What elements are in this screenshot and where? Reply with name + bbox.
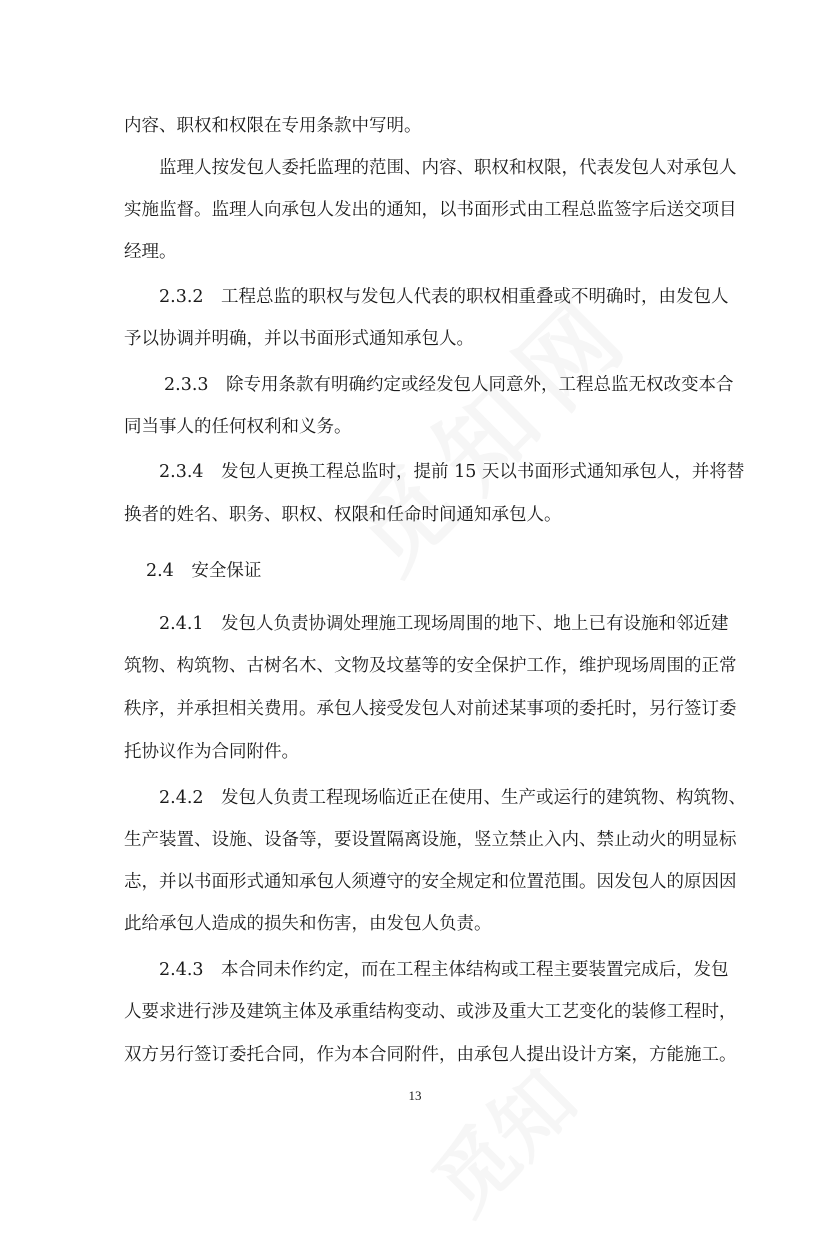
text-line: 筑物、构筑物、古树名木、文物及坟墓等的安全保护工作，维护现场周围的正常 (124, 656, 737, 676)
text-line: 2.4.3 本合同未作约定，而在工程主体结构或工程主要装置完成后，发包 (159, 960, 729, 980)
text-line: 予以协调并明确，并以书面形式通知承包人。 (124, 329, 474, 349)
text-line: 秩序，并承担相关费用。承包人接受发包人对前述某事项的委托时，另行签订委 (124, 699, 737, 719)
text-line: 监理人按发包人委托监理的范围、内容、职权和权限，代表发包人对承包人 (159, 158, 737, 178)
section-heading: 2.4 安全保证 (146, 561, 262, 581)
text-line: 经理。 (124, 242, 177, 262)
watermark (318, 218, 742, 642)
watermark-bottom (403, 1040, 597, 1234)
text-line: 2.3.2 工程总监的职权与发包人代表的职权相重叠或不明确时，由发包人 (159, 287, 729, 307)
text-line: 志，并以书面形式通知承包人须遵守的安全规定和位置范围。因发包人的原因因 (124, 872, 737, 892)
text-line: 换者的姓名、职务、职权、权限和任命时间通知承包人。 (124, 505, 562, 525)
text-line: 同当事人的任何权利和义务。 (124, 417, 352, 437)
text-line: 实施监督。监理人向承包人发出的通知，以书面形式由工程总监签字后送交项目 (124, 200, 737, 220)
text-line: 人要求进行涉及建筑主体及承重结构变动、或涉及重大工艺变化的装修工程时， (124, 1002, 737, 1022)
text-line: 2.4.2 发包人负责工程现场临近正在使用、生产或运行的建筑物、构筑物、 (159, 788, 747, 808)
page-number: 13 (408, 1088, 422, 1103)
text-line: 2.3.4 发包人更换工程总监时，提前 15 天以书面形式通知承包人，并将替 (159, 462, 745, 482)
text-line: 此给承包人造成的损失和伤害，由发包人负责。 (124, 914, 492, 934)
text-line: 托协议作为合同附件。 (124, 742, 299, 762)
text-line: 生产装置、设施、设备等，要设置隔离设施，竖立禁止入内、禁止动火的明显标 (124, 830, 737, 850)
text-line: 内容、职权和权限在专用条款中写明。 (124, 116, 422, 136)
text-line: 2.3.3 除专用条款有明确约定或经发包人同意外，工程总监无权改变本合 (164, 375, 734, 395)
text-line: 2.4.1 发包人负责协调处理施工现场周围的地下、地上已有设施和邻近建 (159, 614, 729, 634)
text-line: 双方另行签订委托合同，作为本合同附件，由承包人提出设计方案，方能施工。 (124, 1045, 737, 1065)
